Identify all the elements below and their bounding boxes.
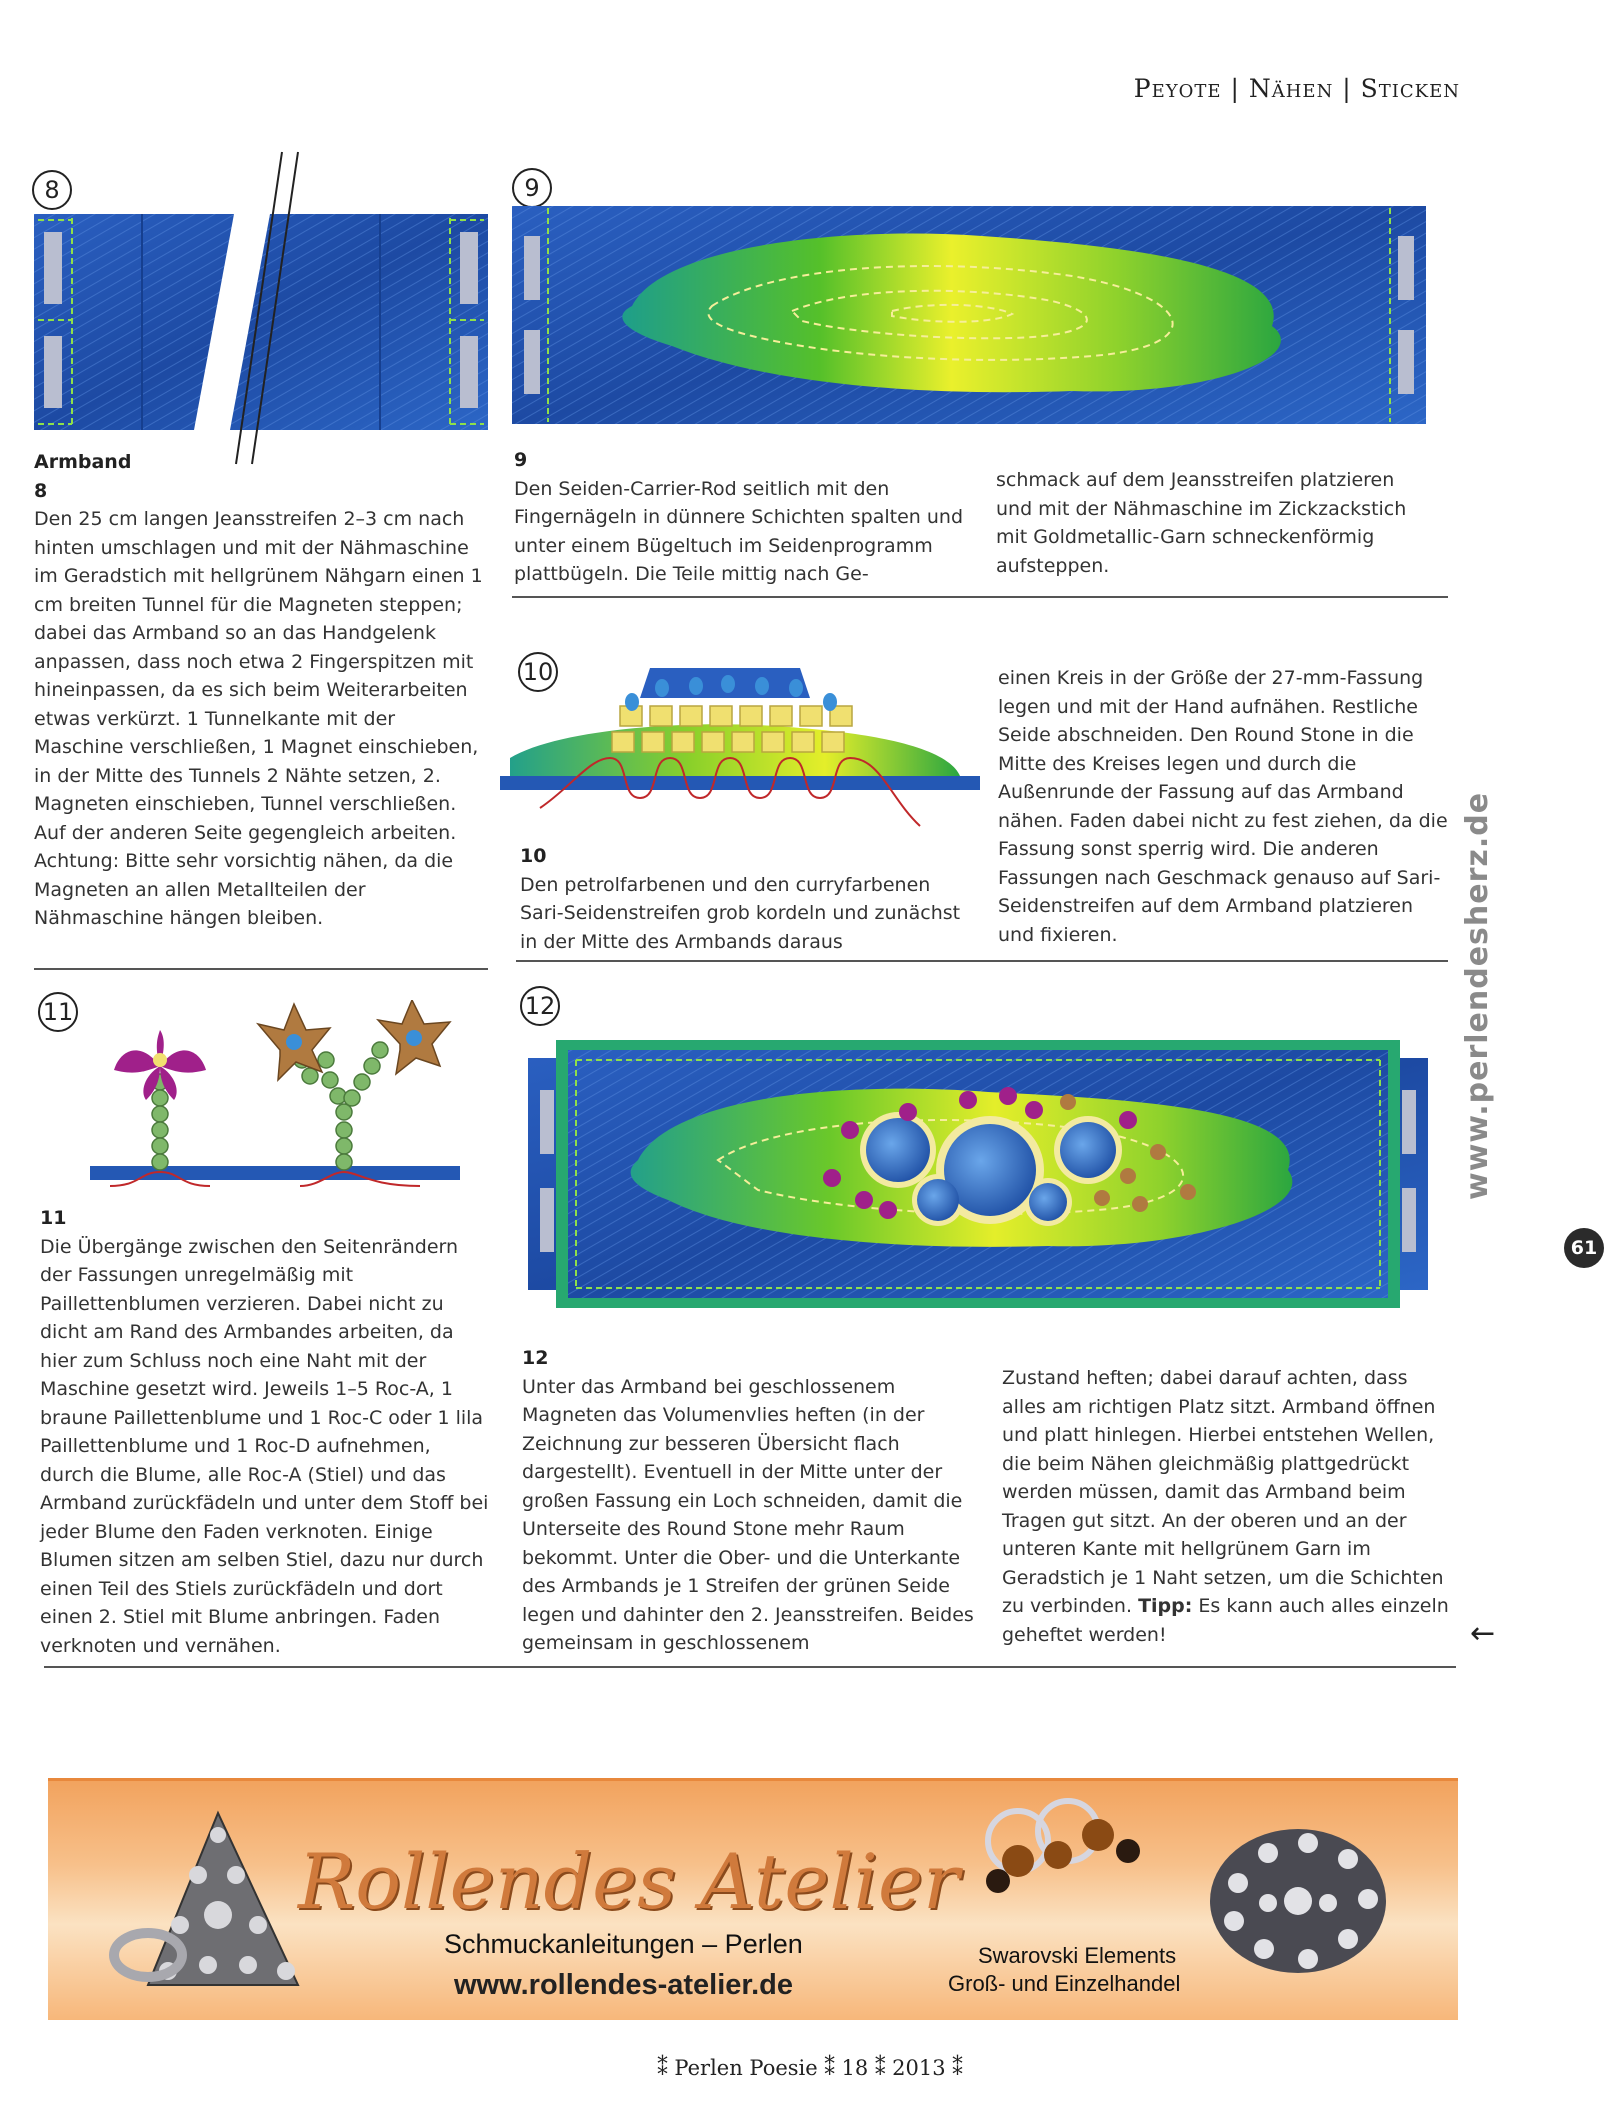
page-number-badge: 61 [1564,1228,1604,1268]
section-header: Peyote | Nähen | Sticken [1133,74,1460,103]
step-9-illustration [512,206,1426,424]
step-10-number: 10 [518,652,558,692]
step-10-illustration [500,658,980,838]
step-10-caption: 10 [520,845,547,867]
step-12-caption: 12 [522,1347,549,1369]
step-10-text-a [520,842,976,956]
step-12-illustration [528,1040,1428,1308]
step-10-body-a: Den petrolfarbenen und den curryfarbenen Sari-Seidenstreifen grob kordeln und zunächst in der Mitte des Armbands daraus [520,873,961,953]
step-8-caption: 8 [34,479,48,502]
finished-bracelet-drawing [528,1040,1428,1308]
advertisement-banner[interactable] [48,1778,1458,2020]
step-12-body-a: Unter das Armband bei geschlossenem Magneten das Volumenvlies heften (in der Zeichnung zur besseren Übersicht flach dargestellt). Eventuell in der Mitte unter der großen Fassung ein Loch schneiden, damit die Unterseite des Round Stone mehr Raum bekommt. Unter die Ober- und die Unterkante des Armbands je 1 Streifen der grünen Seide legen und dahinter den 2. Jeansstreifen. Beides gemeinsam in geschlossenem [522,1375,974,1654]
divider-10 [516,960,1448,962]
cut-lines [226,150,306,470]
step-10-text-b: einen Kreis in der Größe der 27-mm-Fassung legen und mit der Hand aufnähen. Restliche Seide abschneiden. Den Round Stone in die Mitte des Kreises legen und durch die Außenrunde der Fassung auf das Armband nähen. Faden dabei nicht zu fest ziehen, da die Fassung sonst sperrig wird. Die anderen Fassungen nach Geschmack genauso auf Sari-Seidenstreifen auf dem Armband platzieren und fixieren. [998,667,1448,946]
tip-label: Tipp: [1138,1595,1193,1617]
step-8-text [34,448,484,933]
ad-retail-line: Groß- und Einzelhandel [948,1971,1181,1996]
step-11-illustration [80,1000,480,1210]
bezel-cross-section-drawing [500,658,980,838]
step-12-number: 12 [520,986,560,1026]
step-8-body: Den 25 cm langen Jeansstreifen 2–3 cm nach hinten umschlagen und mit der Nähmaschine im Geradstich mit hellgrünem Nähgarn einen 1 cm breiten Tunnel für die Magneten steppen; dabei das Armband so an das Handgelenk anpassen, dass noch etwa 2 Fingerspitzen mit hineinpassen, da es sich beim Weiterarbeiten etwas verkürzt. 1 Tunnelkante mit der Maschine verschließen, 1 Magnet einschieben, in der Mitte des Tunnels 2 Nähte setzen, 2. Magneten einschieben, Tunnel verschließen. Auf der anderen Seite gegengleich arbeiten. Achtung: Bitte sehr vorsichtig nähen, da die Magneten an allen Metallteilen der Nähmaschine hängen bleiben. [34,508,483,929]
step-9-text-a [514,446,964,589]
ad-website-link[interactable]: www.rollendes-atelier.de [454,1969,793,2001]
step-11-caption: 11 [40,1207,67,1229]
step-12-text-a [522,1344,978,1658]
divider-bottom [44,1666,1456,1668]
step-9-body-a: Den Seiden-Carrier-Rod seitlich mit den Fingernägeln in dünnere Schichten spalten und unter einem Bügeltuch im Seidenprogramm plattbügeln. Die Teile mittig nach Ge- [514,477,964,585]
back-arrow-icon: ← [1470,1616,1496,1651]
step-12-text-b [1002,1364,1452,1649]
ad-swarovski-line: Swarovski Elements [978,1943,1177,1968]
step-11-number: 11 [38,992,78,1032]
step-12-body-b: Zustand heften; dabei darauf achten, dass alles am richtigen Platz sitzt. Armband öffnen und platt hinlegen. Hierbei entstehen Wellen, die beim Nähen gleichmäßig plattgedrückt werden müssen, damit das Armband beim Tragen gut sitzt. An der oberen und an der unteren Kante mit hellgrünem Garn im Geradstich je 1 Naht setzen, um die Schichten zu verbinden. [1002,1367,1444,1617]
sequin-flower-drawing [80,1000,480,1210]
crystal-jewelry-image [958,1791,1188,1911]
silk-on-denim-drawing [512,206,1426,424]
step-11-body: Die Übergänge zwischen den Seitenrändern der Fassungen unregelmäßig mit Paillettenblumen verzieren. Dabei nicht zu dicht am Rand des Armbandes arbeiten, da hier zum Schluss noch eine Naht mit der Maschine gesetzt wird. Jeweils 1–5 Roc-A, 1 braune Paillettenblume und 1 Roc-C oder 1 lila Paillettenblume und 1 Roc-D aufnehmen, durch die Blume, alle Roc-A (Stiel) und das Armband zurückfädeln und unter dem Stoff bei jeder Blume den Faden verknoten. Einige Blumen sitzen am selben Stiel, dazu nur durch einen Teil des Stiels zurückfädeln und dort einen 2. Stiel mit Blume anbringen. Faden verknoten und vernähen. [40,1235,489,1657]
step-8-number: 8 [32,170,72,210]
step-9-caption: 9 [514,449,528,471]
ad-tagline: Schmuckanleitungen – Perlen [444,1929,803,1959]
step-11-text [40,1204,490,1660]
divider-8 [34,968,488,970]
beaded-bead-image [1198,1813,1398,1993]
tip-text: Es kann auch alles einzeln geheftet werden! [1002,1595,1449,1646]
step-9-text-b: schmack auf dem Jeansstreifen platzieren und mit der Nähmaschine im Zickzackstich mit Goldmetallic-Garn schneckenförmig aufsteppen. [996,469,1407,577]
page-footer: ⁑ Perlen Poesie ⁑ 18 ⁑ 2013 ⁑ [657,2056,963,2080]
ad-brand-name: Rollendes Atelier [298,1837,960,1926]
side-website-url: www.perlendesherz.de [1460,791,1495,1200]
step-9-number: 9 [512,168,552,208]
step-8-heading: Armband [34,451,132,473]
divider-9 [512,596,1448,598]
